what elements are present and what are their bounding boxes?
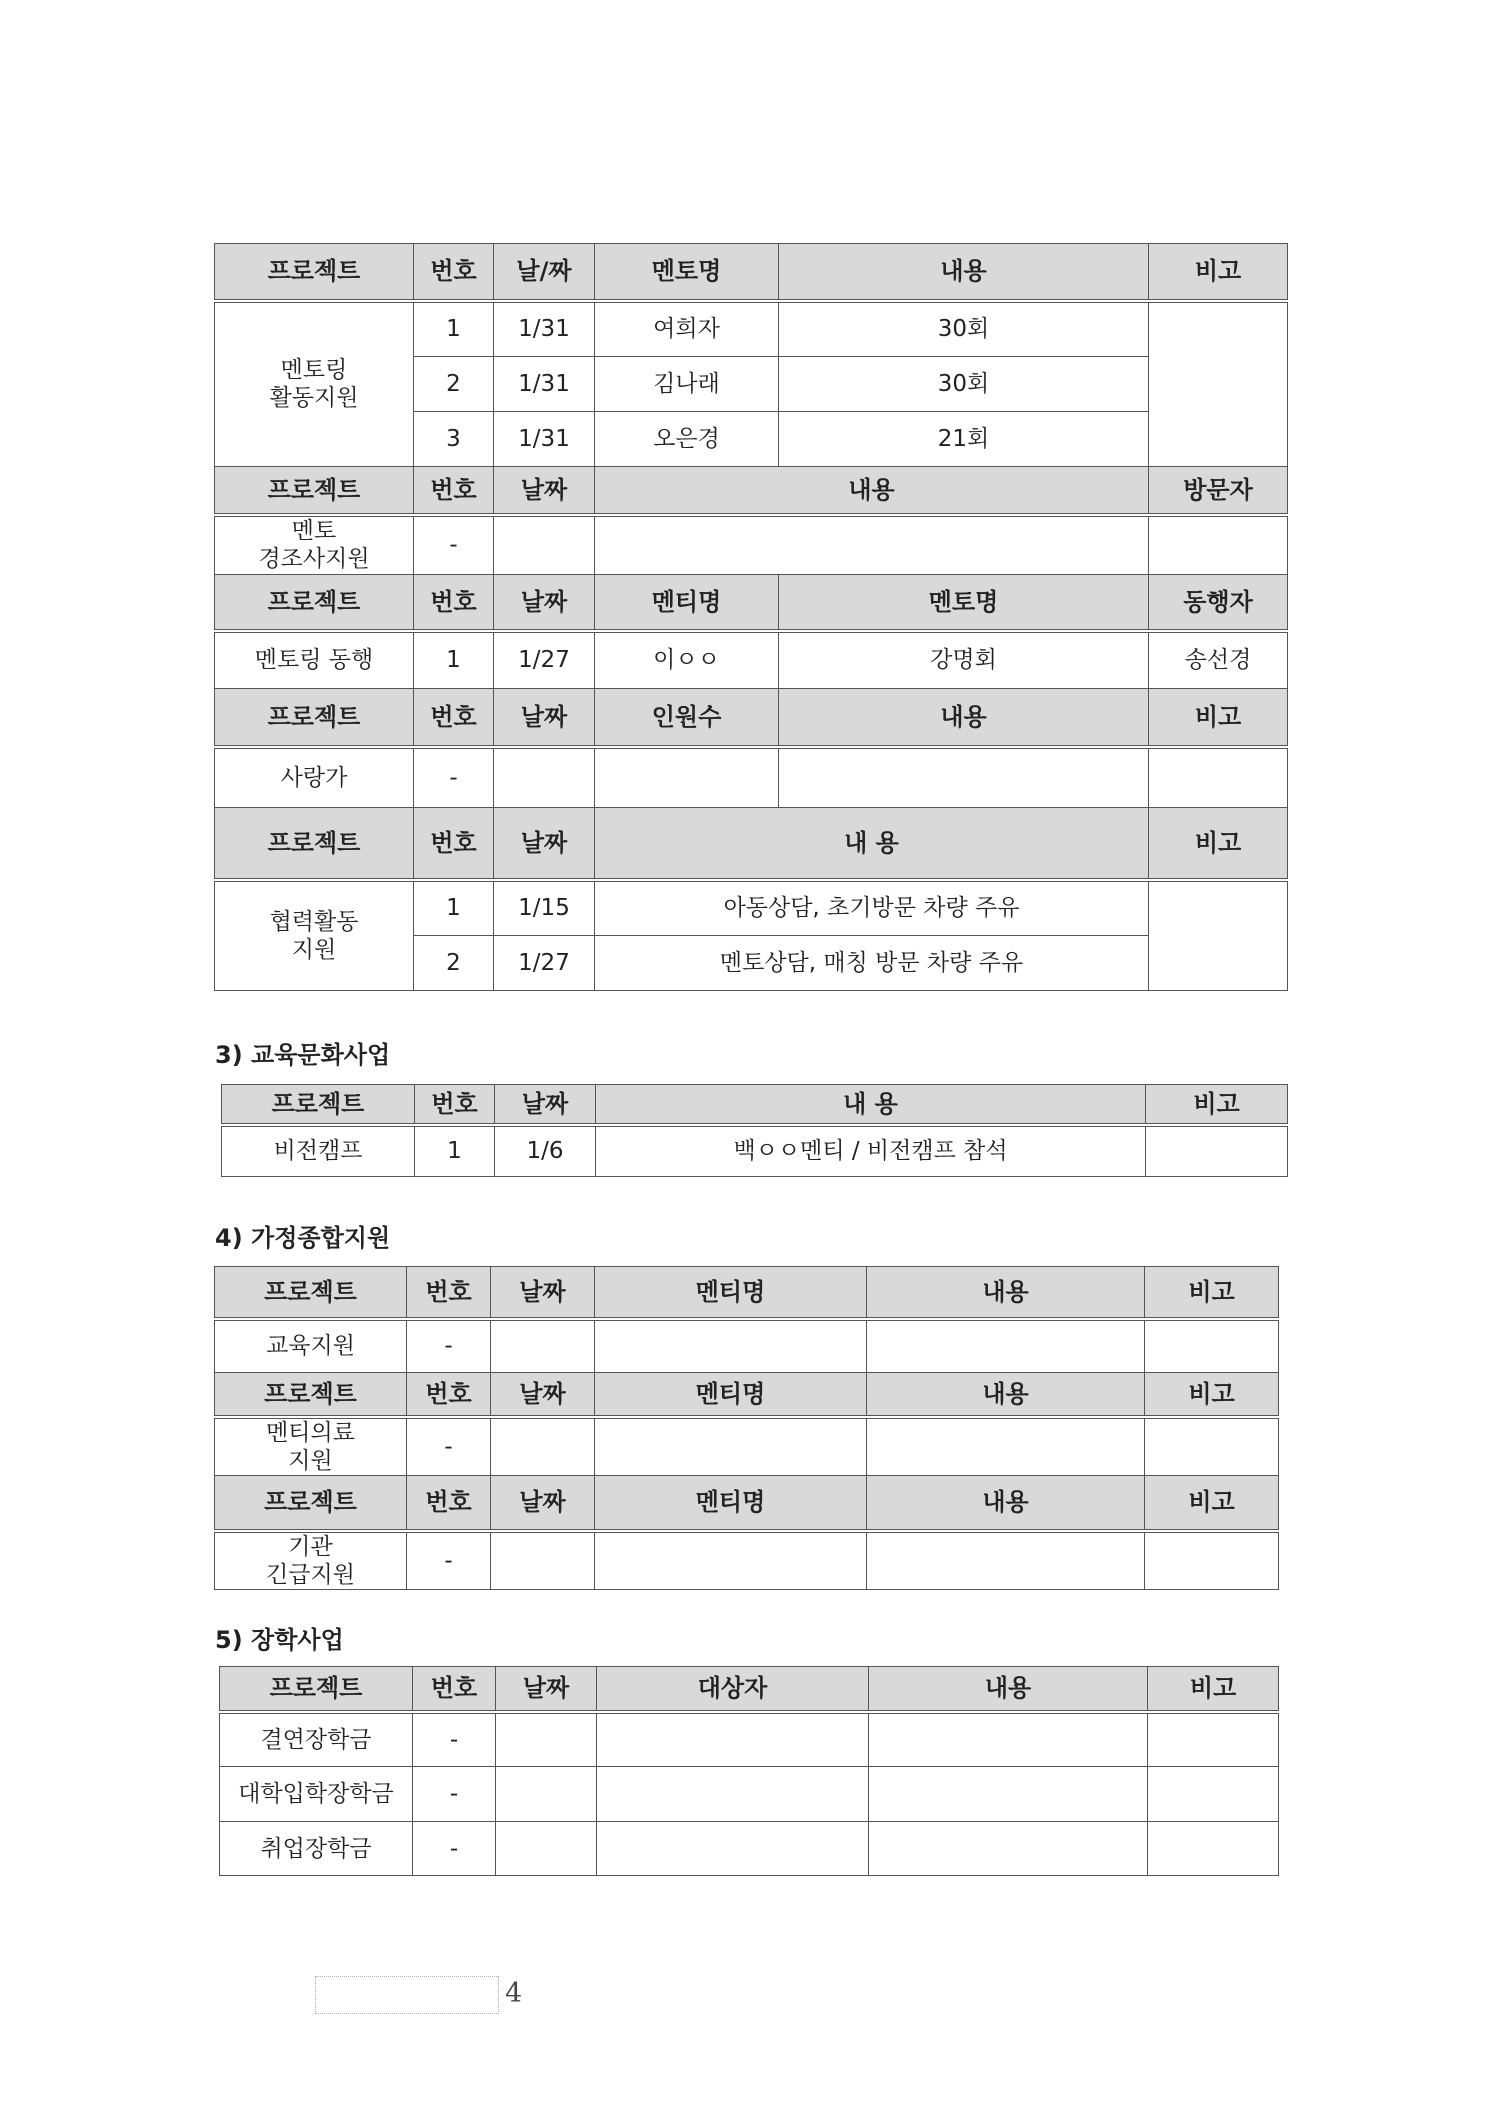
date-cell: 1/27 bbox=[494, 936, 595, 991]
number-cell: - bbox=[413, 1822, 496, 1876]
footer-box bbox=[315, 1976, 499, 2014]
remarks-cell bbox=[1148, 1712, 1279, 1767]
project-cell: 멘토링 동행 bbox=[215, 631, 414, 689]
header-remarks: 비고 bbox=[1149, 689, 1288, 747]
table-header-row bbox=[215, 1267, 1279, 1319]
header-number: 번호 bbox=[414, 467, 494, 515]
number-cell: - bbox=[413, 1767, 496, 1822]
number-cell: - bbox=[407, 1531, 491, 1590]
number-cell: 1 bbox=[414, 301, 494, 357]
table-row bbox=[222, 1125, 1288, 1177]
content-cell bbox=[869, 1822, 1148, 1876]
remarks-cell bbox=[1146, 1125, 1288, 1177]
table-header-row bbox=[215, 467, 1288, 515]
header-number: 번호 bbox=[414, 244, 494, 301]
remarks-cell bbox=[1148, 1822, 1279, 1876]
header-remarks: 비고 bbox=[1149, 244, 1288, 301]
header-number: 번호 bbox=[407, 1267, 491, 1319]
project-label-line1: 멘토 bbox=[291, 518, 337, 545]
header-project: 프로젝트 bbox=[215, 575, 414, 631]
header-number: 번호 bbox=[414, 689, 494, 747]
table-row bbox=[220, 1712, 1279, 1767]
content-cell bbox=[595, 515, 1149, 575]
project-cell: 대학입학장학금 bbox=[220, 1767, 413, 1822]
project-label-line2: 활동지원 bbox=[269, 385, 359, 412]
table-header-row bbox=[222, 1085, 1288, 1125]
date-cell: 1/31 bbox=[494, 301, 595, 357]
project-cell bbox=[215, 1531, 407, 1590]
header-mentee: 멘티명 bbox=[595, 1267, 867, 1319]
header-remarks: 비고 bbox=[1149, 808, 1288, 880]
date-cell bbox=[496, 1712, 597, 1767]
header-project: 프로젝트 bbox=[215, 467, 414, 515]
project-cell bbox=[215, 515, 414, 575]
mentee-cell bbox=[595, 1319, 867, 1373]
header-date: 날짜 bbox=[491, 1475, 595, 1531]
content-cell: 백ㅇㅇ멘티 / 비전캠프 참석 bbox=[596, 1125, 1146, 1177]
header-content: 내용 bbox=[869, 1667, 1148, 1712]
header-visitor: 방문자 bbox=[1149, 467, 1288, 515]
header-date: 날짜 bbox=[494, 575, 595, 631]
header-remarks: 비고 bbox=[1148, 1667, 1279, 1712]
scholarship-table bbox=[219, 1666, 1279, 1876]
header-content: 내용 bbox=[867, 1475, 1145, 1531]
table-row bbox=[215, 515, 1288, 575]
header-content: 내용 bbox=[779, 244, 1149, 301]
header-project: 프로젝트 bbox=[215, 1475, 407, 1531]
header-date: 날짜 bbox=[491, 1267, 595, 1319]
project-label-line1: 멘티의료 bbox=[266, 1419, 355, 1446]
table-row bbox=[220, 1822, 1279, 1876]
project-label-line2: 지원 bbox=[291, 936, 337, 963]
header-date: 날짜 bbox=[496, 1667, 597, 1712]
number-cell: 1 bbox=[414, 631, 494, 689]
header-project: 프로젝트 bbox=[220, 1667, 413, 1712]
activity-table bbox=[214, 243, 1288, 991]
project-cell bbox=[215, 1417, 407, 1476]
remarks-cell bbox=[1145, 1319, 1279, 1373]
header-project: 프로젝트 bbox=[215, 808, 414, 880]
table-row bbox=[215, 747, 1288, 808]
project-cell bbox=[215, 301, 414, 467]
project-label-line2: 지원 bbox=[288, 1447, 333, 1474]
remarks-cell bbox=[1145, 1531, 1279, 1590]
project-label-line1: 협력활동 bbox=[269, 908, 359, 935]
header-headcount: 인원수 bbox=[595, 689, 779, 747]
date-cell: 1/31 bbox=[494, 357, 595, 412]
content-cell: 21회 bbox=[779, 412, 1149, 467]
mentor-cell: 여희자 bbox=[595, 301, 779, 357]
project-cell: 비전캠프 bbox=[222, 1125, 415, 1177]
page-number: 4 bbox=[505, 1978, 523, 2009]
header-number: 번호 bbox=[415, 1085, 495, 1125]
number-cell: - bbox=[413, 1712, 496, 1767]
content-cell: 아동상담, 초기방문 차량 주유 bbox=[595, 880, 1149, 936]
header-remarks: 비고 bbox=[1146, 1085, 1288, 1125]
header-remarks: 비고 bbox=[1145, 1373, 1279, 1417]
header-mentee: 멘티명 bbox=[595, 1373, 867, 1417]
companion-cell: 송선경 bbox=[1149, 631, 1288, 689]
header-content: 내 용 bbox=[596, 1085, 1146, 1125]
header-content: 내용 bbox=[595, 467, 1149, 515]
date-cell: 1/27 bbox=[494, 631, 595, 689]
remarks-cell bbox=[1145, 1417, 1279, 1476]
project-cell: 취업장학금 bbox=[220, 1822, 413, 1876]
header-date: 날짜 bbox=[494, 689, 595, 747]
date-cell: 1/6 bbox=[495, 1125, 596, 1177]
remarks-cell bbox=[1148, 1767, 1279, 1822]
mentor-cell: 강명회 bbox=[779, 631, 1149, 689]
remarks-cell bbox=[1149, 747, 1288, 808]
project-label-line2: 긴급지원 bbox=[266, 1562, 355, 1588]
target-cell bbox=[597, 1767, 869, 1822]
number-cell: 1 bbox=[414, 880, 494, 936]
header-number: 번호 bbox=[407, 1373, 491, 1417]
table-header-row bbox=[215, 1475, 1279, 1531]
content-cell bbox=[869, 1712, 1148, 1767]
header-content: 내용 bbox=[867, 1267, 1145, 1319]
header-companion: 동행자 bbox=[1149, 575, 1288, 631]
table-row bbox=[215, 1531, 1279, 1590]
content-cell bbox=[867, 1417, 1145, 1476]
headcount-cell bbox=[595, 747, 779, 808]
header-number: 번호 bbox=[407, 1475, 491, 1531]
table-row bbox=[215, 631, 1288, 689]
number-cell: - bbox=[407, 1417, 491, 1476]
project-cell: 사랑가 bbox=[215, 747, 414, 808]
header-content: 내 용 bbox=[595, 808, 1149, 880]
education-culture-table bbox=[221, 1084, 1288, 1177]
project-label-line2: 경조사지원 bbox=[258, 546, 370, 573]
number-cell: 2 bbox=[414, 357, 494, 412]
header-number: 번호 bbox=[414, 575, 494, 631]
header-mentor: 멘토명 bbox=[595, 244, 779, 301]
number-cell: - bbox=[414, 515, 494, 575]
date-cell: 1/15 bbox=[494, 880, 595, 936]
target-cell bbox=[597, 1822, 869, 1876]
header-date: 날짜 bbox=[494, 808, 595, 880]
content-cell bbox=[867, 1319, 1145, 1373]
section-5-title: 5) 장학사업 bbox=[215, 1626, 344, 1654]
remarks-cell bbox=[1149, 880, 1288, 991]
header-date: 날짜 bbox=[494, 467, 595, 515]
header-project: 프로젝트 bbox=[222, 1085, 415, 1125]
section-4-title: 4) 가정종합지원 bbox=[215, 1224, 391, 1252]
header-project: 프로젝트 bbox=[215, 1373, 407, 1417]
header-project: 프로젝트 bbox=[215, 689, 414, 747]
number-cell: 1 bbox=[415, 1125, 495, 1177]
date-cell bbox=[491, 1531, 595, 1590]
target-cell bbox=[597, 1712, 869, 1767]
header-content: 내용 bbox=[779, 689, 1149, 747]
project-cell: 결연장학금 bbox=[220, 1712, 413, 1767]
header-remarks: 비고 bbox=[1145, 1267, 1279, 1319]
content-cell bbox=[779, 747, 1149, 808]
number-cell: - bbox=[414, 747, 494, 808]
date-cell bbox=[494, 515, 595, 575]
header-mentee: 멘티명 bbox=[595, 575, 779, 631]
content-cell bbox=[869, 1767, 1148, 1822]
date-cell bbox=[491, 1319, 595, 1373]
number-cell: - bbox=[407, 1319, 491, 1373]
header-date: 날짜 bbox=[495, 1085, 596, 1125]
content-cell bbox=[867, 1531, 1145, 1590]
number-cell: 2 bbox=[414, 936, 494, 991]
table-header-row bbox=[215, 689, 1288, 747]
table-header-row bbox=[220, 1667, 1279, 1712]
header-project: 프로젝트 bbox=[215, 1267, 407, 1319]
project-cell bbox=[215, 880, 414, 991]
header-content: 내용 bbox=[867, 1373, 1145, 1417]
header-target: 대상자 bbox=[597, 1667, 869, 1712]
header-date: 날/짜 bbox=[494, 244, 595, 301]
project-cell: 교육지원 bbox=[215, 1319, 407, 1373]
date-cell bbox=[494, 747, 595, 808]
header-date: 날짜 bbox=[491, 1373, 595, 1417]
visitor-cell bbox=[1149, 515, 1288, 575]
table-row bbox=[215, 880, 1288, 936]
project-label-line1: 멘토링 bbox=[280, 357, 348, 384]
table-header-row bbox=[215, 244, 1288, 301]
date-cell bbox=[491, 1417, 595, 1476]
remarks-cell bbox=[1149, 301, 1288, 467]
table-row bbox=[215, 1319, 1279, 1373]
section-3-title: 3) 교육문화사업 bbox=[215, 1041, 391, 1069]
date-cell: 1/31 bbox=[494, 412, 595, 467]
mentor-cell: 김나래 bbox=[595, 357, 779, 412]
mentee-cell bbox=[595, 1531, 867, 1590]
header-number: 번호 bbox=[414, 808, 494, 880]
mentee-cell: 이ㅇㅇ bbox=[595, 631, 779, 689]
mentor-cell: 오은경 bbox=[595, 412, 779, 467]
project-label-line1: 기관 bbox=[288, 1534, 333, 1560]
header-mentor: 멘토명 bbox=[779, 575, 1149, 631]
number-cell: 3 bbox=[414, 412, 494, 467]
table-row bbox=[215, 301, 1288, 357]
table-header-row bbox=[215, 1373, 1279, 1417]
header-project: 프로젝트 bbox=[215, 244, 414, 301]
header-number: 번호 bbox=[413, 1667, 496, 1712]
table-header-row bbox=[215, 575, 1288, 631]
table-header-row bbox=[215, 808, 1288, 880]
content-cell: 30회 bbox=[779, 301, 1149, 357]
table-row bbox=[220, 1767, 1279, 1822]
content-cell: 30회 bbox=[779, 357, 1149, 412]
mentee-cell bbox=[595, 1417, 867, 1476]
table-row bbox=[215, 1417, 1279, 1476]
date-cell bbox=[496, 1822, 597, 1876]
header-remarks: 비고 bbox=[1145, 1475, 1279, 1531]
date-cell bbox=[496, 1767, 597, 1822]
content-cell: 멘토상담, 매칭 방문 차량 주유 bbox=[595, 936, 1149, 991]
header-mentee: 멘티명 bbox=[595, 1475, 867, 1531]
family-support-table bbox=[214, 1266, 1279, 1590]
